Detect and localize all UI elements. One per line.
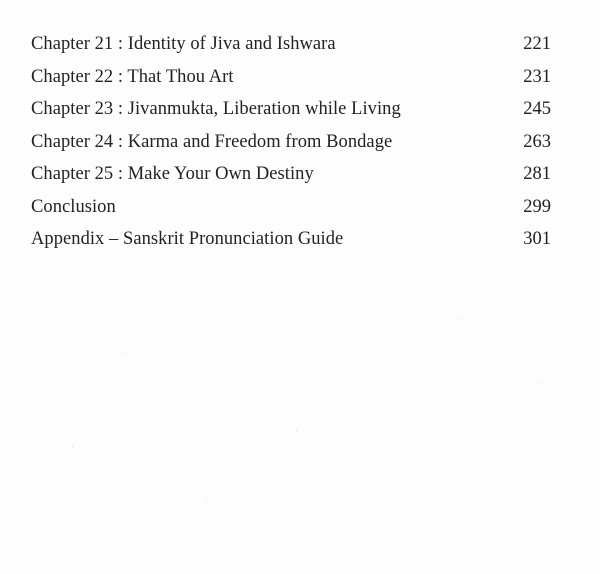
toc-entry-chapter-24 [31,126,551,159]
toc-entry-chapter-23 [31,93,551,126]
toc-entry-chapter-22 [31,61,551,94]
toc-entry-chapter-21 [31,28,551,61]
toc-entry-title: Conclusion [31,196,116,217]
toc-entry-conclusion [31,191,551,224]
toc-entry-page-number: 263 [523,131,551,152]
toc-entry-chapter-25 [31,158,551,191]
toc-entry-page-number: 281 [523,164,551,184]
table-of-contents [31,28,551,256]
toc-entry-title: Appendix – Sanskrit Pronunciation Guide [31,229,344,249]
toc-entry-page-number: 299 [523,196,551,217]
toc-entry-title: Chapter 23 : Jivanmukta, Liberation while Living [31,99,401,119]
toc-entry-page-number: 221 [523,34,551,54]
toc-entry-page-number: 301 [523,229,551,249]
toc-entry-page-number: 245 [523,99,551,119]
toc-entry-title: Chapter 22 : That Thou Art [31,66,234,87]
toc-entry-page-number: 231 [523,66,551,87]
toc-entry-title: Chapter 21 : Identity of Jiva and Ishwara [31,34,336,54]
toc-entry-title: Chapter 24 : Karma and Freedom from Bondage [31,131,393,152]
toc-entry-appendix [31,223,551,256]
toc-entry-title: Chapter 25 : Make Your Own Destiny [31,164,314,184]
